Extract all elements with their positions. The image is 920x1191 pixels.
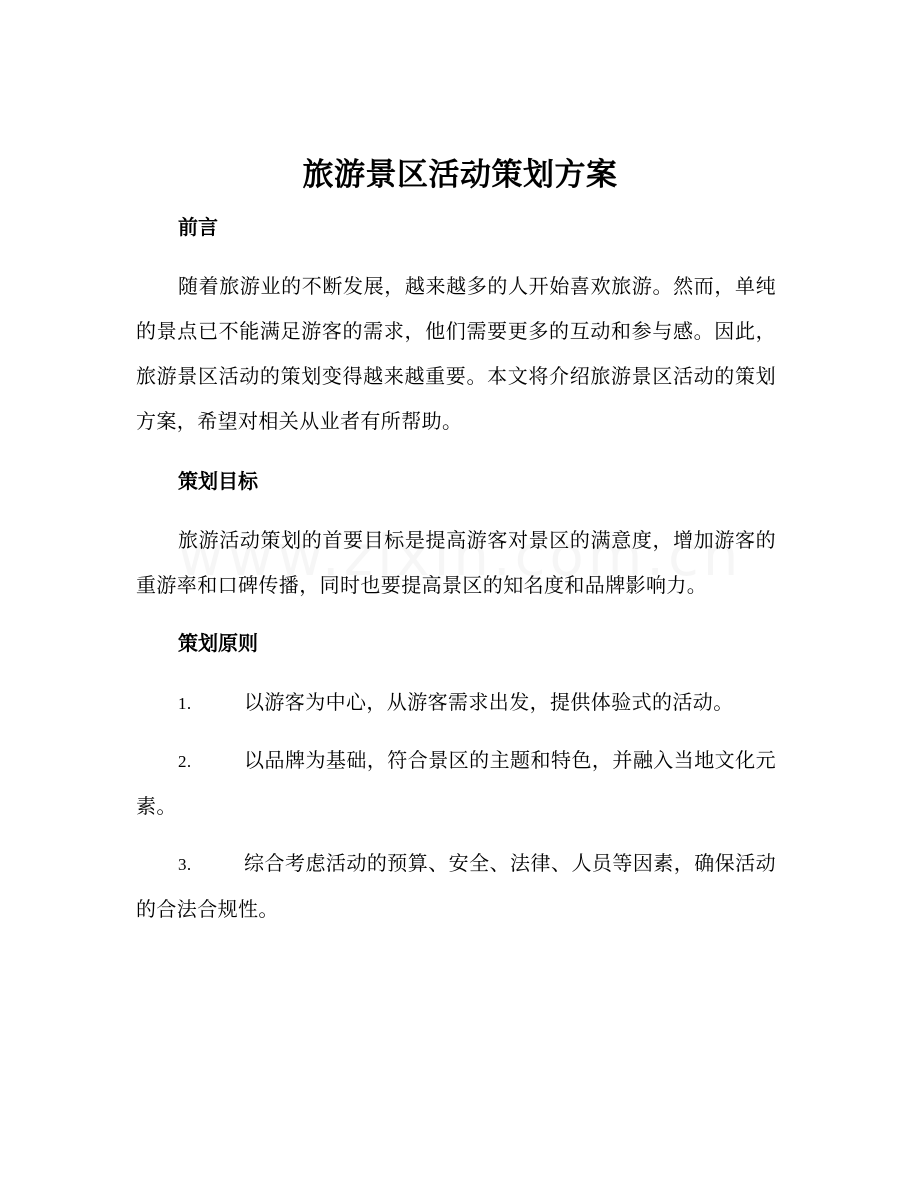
section-heading-preface: 前言 (178, 215, 218, 239)
section-heading-principles: 策划原则 (178, 631, 258, 655)
section-heading-goal: 策划目标 (178, 469, 258, 493)
principle-item-2 (136, 738, 776, 829)
principle-item-1 (136, 680, 776, 726)
document-title: 旅游景区活动策划方案 (302, 157, 618, 193)
list-text: 以游客为中心，从游客需求出发，提供体验式的活动。 (244, 690, 734, 714)
list-text: 以品牌为基础，符合景区的主题和特色，并融入当地文化元素。 (136, 748, 776, 818)
goal-paragraph: 旅游活动策划的首要目标是提高游客对景区的满意度，增加游客的重游率和口碑传播，同时也要提高景区的知名度和品牌影响力。 (136, 528, 776, 597)
list-number: 2. (178, 752, 192, 771)
preface-paragraph: 随着旅游业的不断发展，越来越多的人开始喜欢旅游。然而，单纯的景点已不能满足游客的需求，他们需要更多的互动和参与感。因此，旅游景区活动的策划变得越来越重要。本文将介绍旅游景区活动的策划方案，希望对相关从业者有所帮助。 (136, 274, 776, 433)
list-number: 1. (178, 694, 192, 713)
list-text: 综合考虑活动的预算、安全、法律、人员等因素，确保活动的合法合规性。 (136, 851, 776, 921)
principle-item-3 (136, 841, 776, 932)
list-number: 3. (178, 855, 192, 874)
